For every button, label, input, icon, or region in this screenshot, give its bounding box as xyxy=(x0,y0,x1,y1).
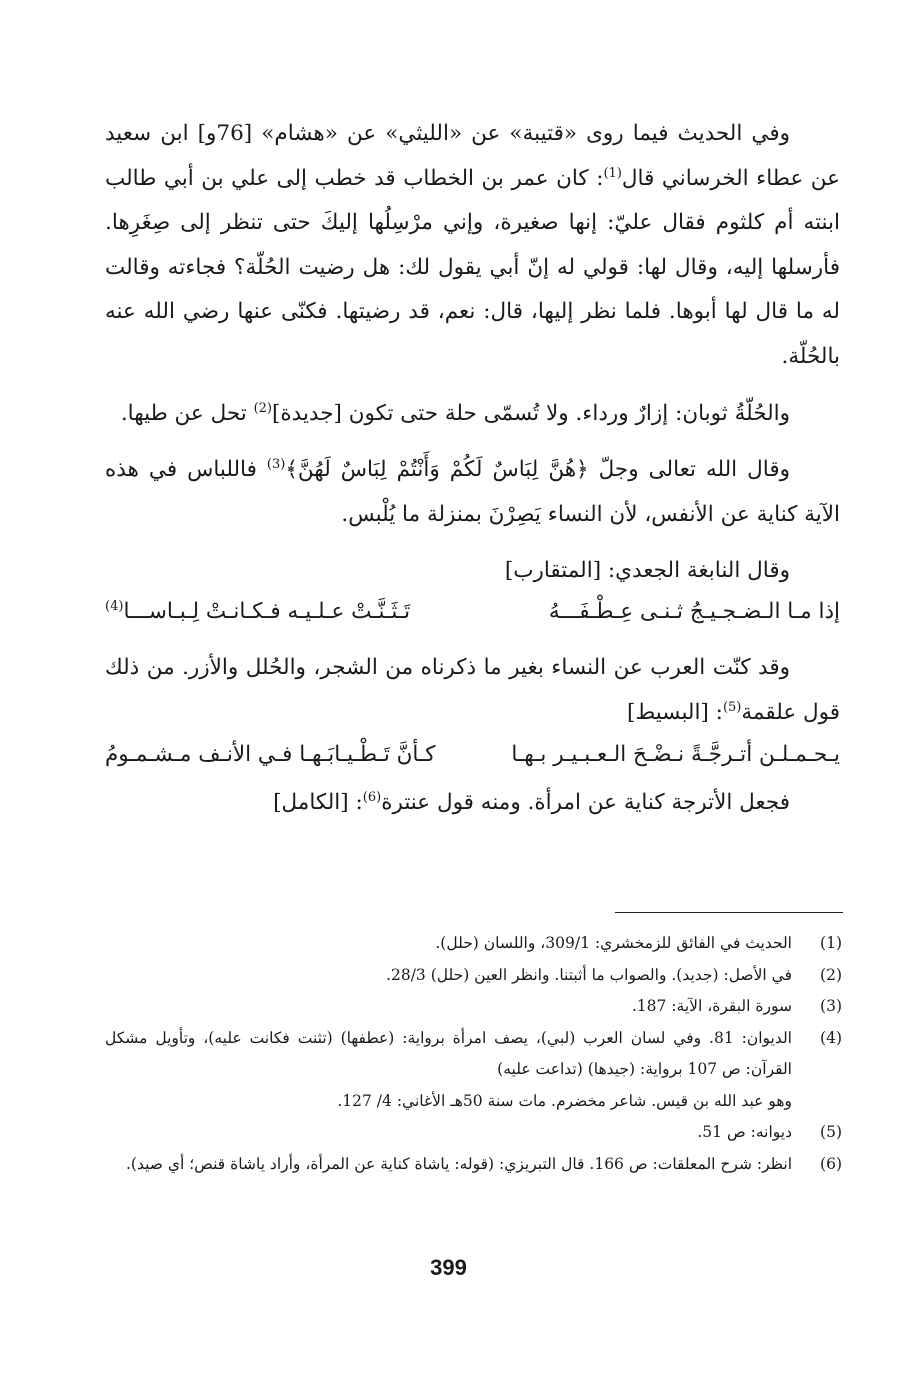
verse-hemistich-left: كـأنَّ تَـطْـيـابَـهـا فـي الأنـف مـشـمـومُ xyxy=(105,742,436,768)
paragraph-alqama xyxy=(105,646,840,735)
paragraph-antara xyxy=(105,781,840,826)
verse-nabigha xyxy=(105,594,840,630)
text: وقال الله تعالى وجلّ ﴿هُنَّ لِبَاسٌ لَكُمْ وَأَنْتُمْ لِبَاسٌ لَهُنَّ﴾ xyxy=(285,457,790,483)
footnote-line: الديوان: 81. وفي لسان العرب (لبي)، يصف امرأة برواية: (عطفها) (تثنت فكانت عليه)، وتأويل مشكل القرآن: ص 107 برواية: (جيدها) (تداعت عليه) xyxy=(105,1028,792,1078)
footnote-text: الحديث في الفائق للزمخشري: 309/1، واللسان (حلل). xyxy=(435,934,792,952)
footnote-text: ديوانه: ص 51. xyxy=(697,1123,792,1141)
text: وقد كنّت العرب عن النساء بغير ما ذكرناه من الشجر، والحُلل والأزر. من ذلك قول علقمة xyxy=(105,654,840,725)
footnote-ref-4[interactable]: (4) xyxy=(105,598,124,614)
footnote-ref-5[interactable]: (5) xyxy=(722,699,742,715)
footnote-ref-6[interactable]: (6) xyxy=(362,789,382,805)
footnote-number: (6) xyxy=(820,1154,842,1173)
text: : [البسيط] xyxy=(626,699,723,725)
footnote-text xyxy=(105,1023,792,1118)
text: فاللباس في هذه الآية كناية عن الأنفس، لأن النساء يَصِرْنَ بمنزلة ما يُلْبس. xyxy=(105,457,840,527)
footnote-item xyxy=(105,1023,845,1118)
footnote-ref-3[interactable]: (3) xyxy=(266,457,286,472)
footnote-item xyxy=(105,1117,845,1149)
text: تَـثَـنَّـتْ عـلـيـه فـكـانـتْ لِـبـاســـا xyxy=(123,598,411,624)
footnote-number: (5) xyxy=(820,1123,842,1141)
footnote-ref-2[interactable]: (2) xyxy=(253,400,272,416)
verse-hemistich-right: إذا مـا الـضـجـيـجُ ثـنـى عِـطْـفَـــهُ xyxy=(548,598,840,624)
paragraph-hadith xyxy=(105,112,840,380)
footnote-text: سورة البقرة، الآية: 187. xyxy=(631,997,792,1015)
footnote-number: (4) xyxy=(820,1028,842,1047)
text: وفي الحديث فيما روى «قتيبة» عن «الليثي» عن «هشام» [76و] ابن سعيد عن عطاء الخرساني قال xyxy=(105,121,840,191)
footnote-text: انظر: شرح المعلقات: ص 166. قال التبريزي: (قوله: ياشاة كناية عن المرأة، وأراد ياشاة قنص؛ أي صيد). xyxy=(125,1154,792,1173)
footnote-number: (2) xyxy=(820,965,842,984)
footnote-number: (3) xyxy=(820,997,842,1015)
text: : كان عمر بن الخطاب قد خطب إلى علي بن أبي طالب ابنته أم كلثوم فقال عليّ: إنها صغيرة، وإني مرْسِلُها إليكَ حتى تنظر إلى صِغَرِها. فأرسلها إليه، وقال لها: قولي له إنّ أبي يقول لك: هل رضيت الحُلّة؟ فجاءته وقالت له ما قال لها أبوها. فلما نظر إليها، قال: نعم، قد رضيتها. فكنّى عنها رضي الله عنه بالحُلّة. xyxy=(105,165,840,369)
footnotes xyxy=(105,928,845,1180)
footnote-item xyxy=(105,1149,845,1181)
paragraph-hulla xyxy=(105,392,840,437)
text: : [الكامل] xyxy=(273,790,363,816)
text: والحُلّةُ ثوبان: إزارٌ ورداء. ولا تُسمّى حلة حتى تكون [جديدة] xyxy=(272,400,790,426)
footnote-separator xyxy=(615,912,843,913)
footnote-item xyxy=(105,960,845,992)
footnote-ref-1[interactable]: (1) xyxy=(603,165,622,181)
footnote-item xyxy=(105,928,845,960)
footnote-item xyxy=(105,991,845,1023)
paragraph-quran xyxy=(105,448,840,537)
text: فجعل الأترجة كناية عن امرأة. ومنه قول عنترة xyxy=(381,790,790,816)
verse-hemistich-left xyxy=(105,594,410,630)
footnote-number: (1) xyxy=(820,934,842,952)
page-number: 399 xyxy=(430,1255,467,1280)
verse-hemistich-right: يـحـمـلـن أتـرجَّـةً نـضْـحَ الـعـبـيـر بـهـا xyxy=(511,742,840,768)
verse-alqama xyxy=(105,735,840,775)
footnote-text: في الأصل: (جديد). والصواب ما أثبتنا. وانظر العين (حلل) 28/3. xyxy=(386,965,792,984)
paragraph-nabigha: وقال النابغة الجعدي: [المتقارب] xyxy=(504,558,790,584)
text: تحل عن طيها. xyxy=(120,400,254,426)
footnote-line: وهو عبد الله بن قيس. شاعر مخضرم. مات سنة 50هـ الأغاني: 4/ 127. xyxy=(337,1091,792,1110)
main-text xyxy=(105,112,840,826)
